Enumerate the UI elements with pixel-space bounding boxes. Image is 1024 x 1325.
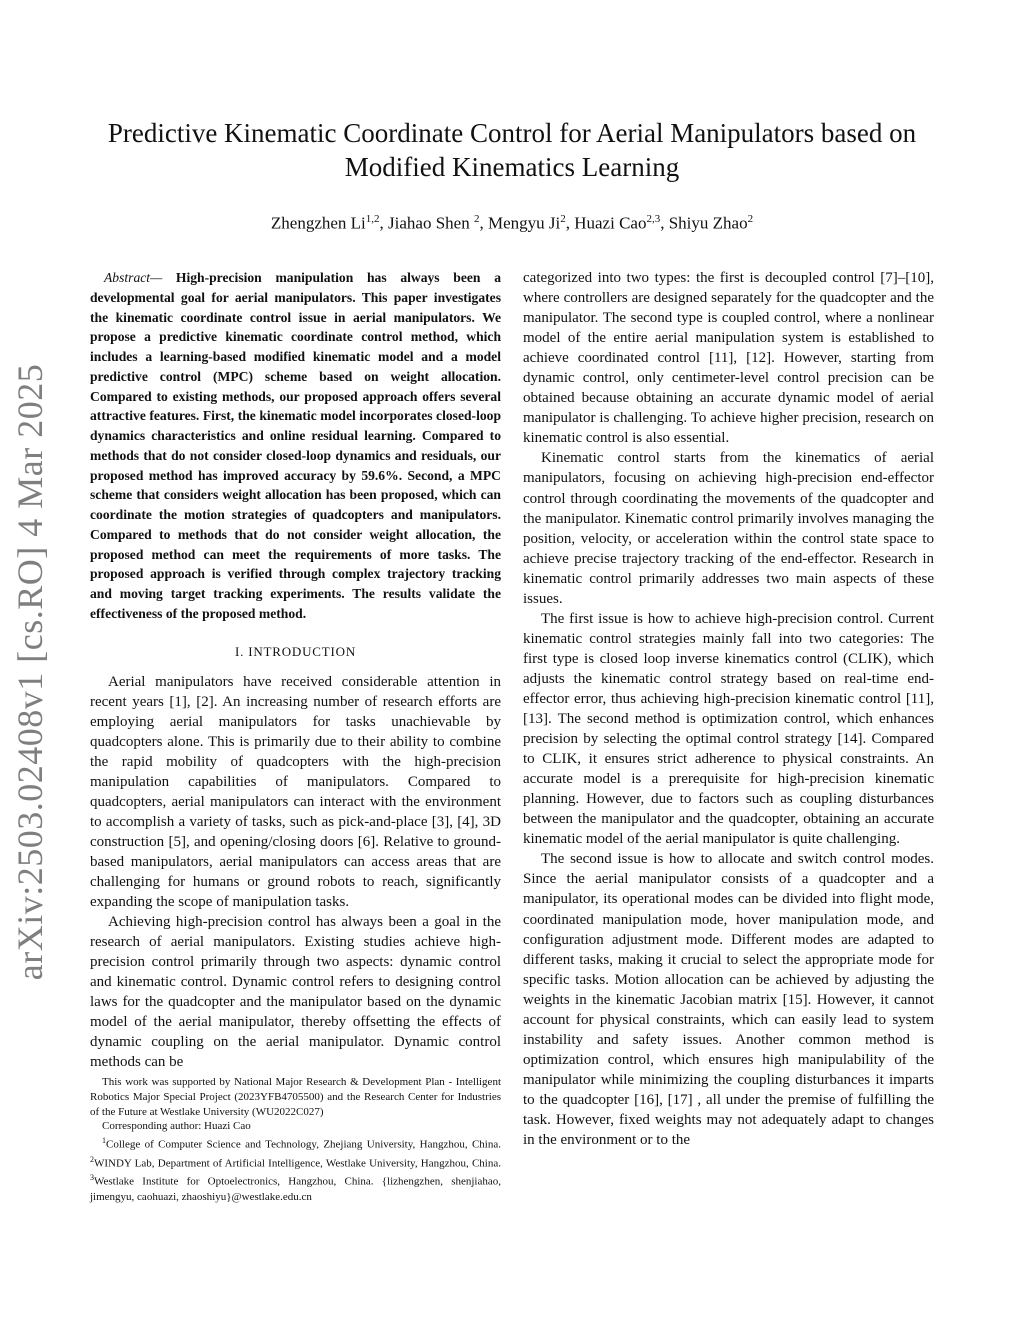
right-column	[523, 268, 934, 1150]
author-affiliation-marker: 2	[473, 213, 480, 225]
abstract-label: Abstract	[104, 270, 151, 285]
paper-title-line-2: Modified Kinematics Learning	[344, 152, 680, 182]
abstract-text: High-precision manipulation has always been a developmental goal for aerial manipulators. This paper investigates the kinematic coordinate control issue in aerial manipulators. We propose a predictive kinematic coordinate control method, which includes a learning-based modified kinematic model and a model predictive control (MPC) scheme based on weight allocation. Compared to existing methods, our proposed approach offers several attractive features. First, the kinematic model incorporates closed-loop dynamics characteristics and online residual learning. Compared to methods that do not consider closed-loop dynamics and residuals, our proposed method has improved accuracy by 59.6%. Second, a MPC scheme that considers weight allocation has been proposed, which can coordinate the motion strategies of quadcopters and manipulators. Compared to methods that do not consider weight allocation, the proposed method can meet the requirements of more tasks. The proposed approach is verified through complex trajectory tracking and moving target tracking experiments. The results validate the effectiveness of the proposed method.	[90, 270, 502, 621]
author-name: Shiyu Zhao	[668, 213, 748, 233]
body-paragraph: The second issue is how to allocate and switch control modes. Since the aerial manipulator consists of a quadcopter and a manipulator, its operational modes can be divided into flight mode, coordinated manipulation mode, hover manipulation mode, and configuration adjustment mode. Different modes are adapted to different tasks, making it crucial to select the appropriate mode for specific tasks. Motion allocation can be achieved by adjusting the weights in the kinematic Jacobian matrix [15]. However, it cannot account for physical constraints, which can easily lead to system instability and safety issues. Another common method is optimization control, which ensures high manipulability of the manipulator while minimizing the coupling disturbances it imparts to the quadcopter [16], [17] , all under the premise of fulfilling the task. However, fixed weights may not adequately adapt to changes in the environment or to the	[523, 851, 934, 1149]
author-affiliation-marker: 2	[560, 213, 566, 225]
funding-footnote: This work was supported by National Major Research & Development Plan - Intelligent Robotics Major Special Project (2023YFB4705500) and the Research Center for Industries of the Future at Westlake University (WU2022C027)	[90, 1076, 501, 1118]
author-separator: ,	[565, 213, 575, 233]
arxiv-identifier-stamp: arXiv:2503.02408v1 [cs.RO] 4 Mar 2025	[10, 363, 50, 981]
affiliations-footnote: $^1$College of Computer Science and Technology, Zhejiang University, Hangzhou, China. $^2$WINDY Lab, Department of Artificial Intelligence, Westlake University, Hangzhou, China. $^3$Westlake Institute for Optoelectronics, Hangzhou, China. {lizhengzhen, shenjiahao, jimengyu, caohuazi, zhaoshiyu}@westlake.edu.cn	[90, 1136, 501, 1203]
left-column	[90, 268, 501, 1072]
author-affiliation-marker: 1,2	[365, 213, 380, 225]
author-name: Huazi Cao	[574, 213, 647, 233]
paper-title	[80, 116, 944, 184]
author-separator: ,	[379, 213, 389, 233]
body-paragraph: The first issue is how to achieve high-precision control. Current kinematic control strategies mainly fall into two categories: The first type is closed loop inverse kinematics control (CLIK), which adjusts the kinematic control strategy based on real-time end-effector error, thus achieving high-precision kinematic control [11], [13]. The second method is optimization control, which enhances precision by selecting the optimal control strategy [14]. Compared to CLIK, it ensures strict adherence to physical constraints. An accurate model is a prerequisite for high-precision kinematic planning. However, due to factors such as coupling disturbances between the manipulator and the quadcopter, obtaining an accurate kinematic model of the aerial manipulator is quite challenging.	[523, 610, 934, 848]
body-paragraph: Achieving high-precision control has always been a goal in the research of aerial manipulators. Existing studies achieve high-precision control primarily through two aspects: dynamic control and kinematic control. Dynamic control refers to designing control laws for the quadcopter and the manipulator based on the dynamic model of the aerial manipulator, thereby offsetting the effects of dynamic coupling on the aerial manipulator. Dynamic control methods can be	[90, 914, 501, 1071]
body-paragraph: categorized into two types: the first is decoupled control [7]–[10], where controllers are designed separately for the quadcopter and the manipulator. The second type is coupled control, where a nonlinear model of the entire aerial manipulation system is established to achieve coordinated control [11], [12]. However, starting from dynamic control, only centimeter-level control precision can be obtained because obtaining an accurate dynamic model of aerial manipulator is challenging. To achieve higher precision, research on kinematic control is also essential.	[523, 270, 934, 447]
body-paragraph: Kinematic control starts from the kinematics of aerial manipulators, focusing on achieving high-precision end-effector control through coordinating the movements of the quadcopter and the manipulator. Kinematic control primarily involves managing the position, velocity, or acceleration within the control state space to achieve precise trajectory tracking of the end-effector. Research in kinematic control primarily addresses two main aspects of these issues.	[523, 450, 934, 607]
paper-title-line-1: Predictive Kinematic Coordinate Control for Aerial Manipulators based on	[107, 118, 917, 148]
author-name: Mengyu Ji	[487, 213, 561, 233]
author-separator: ,	[660, 213, 669, 233]
author-list	[80, 208, 944, 235]
corresponding-author-footnote: Corresponding author: Huazi Cao	[102, 1120, 251, 1133]
footnotes	[90, 1075, 501, 1204]
author-name: Jiahao Shen	[388, 213, 474, 233]
author-name: Zhengzhen Li	[270, 213, 366, 233]
section-heading-introduction: I. INTRODUCTION	[234, 643, 357, 659]
abstract: Abstract— High-precision manipulation has always been a developmental goal for aerial manipulators. This paper investigates the kinematic coordinate control issue in aerial manipulators. We propose a predictive kinematic coordinate control method, which includes a learning-based modified kinematic model and a model predictive control (MPC) scheme based on weight allocation. Compared to existing methods, our proposed approach offers several attractive features. First, the kinematic model incorporates closed-loop dynamics characteristics and online residual learning. Compared to methods that do not consider closed-loop dynamics and residuals, our proposed method has improved accuracy by 59.6%. Second, a MPC scheme that considers weight allocation has been proposed, which can coordinate the motion strategies of quadcopters and manipulators. Compared to methods that do not consider weight allocation, the proposed method can meet the requirements of more tasks. The proposed approach is verified through complex trajectory tracking and moving target tracking experiments. The results validate the effectiveness of the proposed method.	[90, 270, 502, 621]
author-affiliation-marker: 2,3	[646, 213, 661, 225]
author-affiliation-marker: 2	[747, 213, 754, 225]
body-paragraph: Aerial manipulators have received considerable attention in recent years [1], [2]. An increasing number of research efforts are employing aerial manipulators for tasks unachievable by quadcopters alone. This is primarily due to their ability to combine the rapid mobility of quadcopters with the high-precision manipulation capabilities of manipulators. Compared to quadcopters, aerial manipulators can interact with the environment to accomplish a variety of tasks, such as pick-and-place [3], [4], 3D construction [5], and opening/closing doors [6]. Relative to ground-based manipulators, aerial manipulators can access areas that are challenging for humans or ground robots to reach, significantly expanding the scope of manipulation tasks.	[90, 673, 501, 911]
author-separator: ,	[479, 213, 488, 233]
